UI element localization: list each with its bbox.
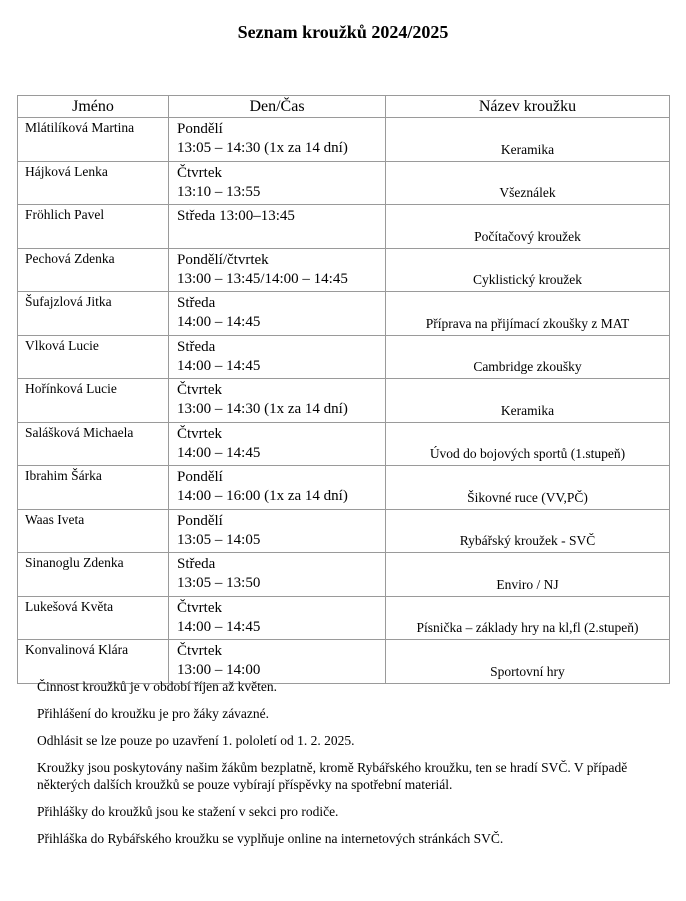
table-row [18, 292, 670, 336]
cell-club: Keramika [386, 118, 670, 162]
cell-time: 13:05 – 13:50 [177, 575, 261, 591]
table-row [18, 161, 670, 205]
cell-day-time [169, 335, 386, 379]
cell-club: Šikovné ruce (VV,PČ) [386, 466, 670, 510]
cell-time: 13:05 – 14:05 [177, 531, 261, 548]
cell-time: 13:00 – 14:30 (1x za 14 dní) [177, 401, 348, 417]
cell-day: Pondělí [177, 512, 223, 529]
cell-name: Salášková Michaela [18, 422, 169, 466]
header-club: Název kroužku [386, 96, 670, 118]
table-header-row [18, 96, 670, 118]
cell-time: 14:00 – 16:00 (1x za 14 dní) [177, 488, 348, 504]
table-row [18, 248, 670, 292]
cell-day-time [169, 118, 386, 162]
cell-name: Hořínková Lucie [18, 379, 169, 423]
header-name: Jméno [18, 96, 169, 118]
cell-day: Středa [177, 295, 216, 311]
cell-club: Sportovní hry [386, 640, 670, 684]
cell-club: Cyklistický kroužek [386, 248, 670, 292]
cell-time: 14:00 – 14:45 [177, 357, 261, 374]
cell-day: Čtvrtek [177, 643, 222, 659]
cell-day-time [169, 640, 386, 684]
cell-day-time [169, 509, 386, 553]
table-row [18, 596, 670, 640]
note: Přihlášky do kroužků jsou ke stažení v sekci pro rodiče. [37, 804, 339, 819]
cell-day-time [169, 248, 386, 292]
cell-name: Hájková Lenka [18, 161, 169, 205]
cell-time: 13:10 – 13:55 [177, 183, 261, 200]
cell-club: Úvod do bojových sportů (1.stupeň) [386, 422, 670, 466]
cell-time: 13:00 – 13:45/14:00 – 14:45 [177, 270, 348, 287]
table-row [18, 422, 670, 466]
cell-time: 14:00 – 14:45 [177, 618, 261, 635]
cell-time: 14:00 – 14:45 [177, 444, 261, 461]
cell-day-time [169, 379, 386, 423]
cell-day-time [169, 596, 386, 640]
note: Kroužky jsou poskytovány našim žákům bezplatně, kromě Rybářského kroužku, ten se hradí SVČ. V případě některých dalších kroužků se pouze vybírají příspěvky na spotřební materiál. [37, 760, 628, 792]
cell-time: 13:05 – 14:30 (1x za 14 dní) [177, 140, 348, 156]
cell-day: Středa 13:00–13:45 [177, 208, 295, 224]
note: Odhlásit se lze pouze po uzavření 1. pololetí od 1. 2. 2025. [37, 733, 355, 748]
table-row [18, 205, 670, 249]
note: Přihlášení do kroužku je pro žáky závazné. [37, 706, 270, 721]
table-row [18, 118, 670, 162]
cell-time: 14:00 – 14:45 [177, 314, 261, 330]
cell-day: Čtvrtek [177, 382, 222, 398]
table-row [18, 335, 670, 379]
cell-name: Šufajzlová Jitka [18, 292, 169, 336]
cell-day: Pondělí [177, 121, 223, 137]
cell-day: Pondělí [177, 469, 223, 485]
cell-day-time [169, 292, 386, 336]
cell-club: Příprava na přijímací zkoušky z MAT [386, 292, 670, 336]
cell-name: Mlátilíková Martina [18, 118, 169, 162]
cell-day-time [169, 161, 386, 205]
cell-name: Ibrahim Šárka [18, 466, 169, 510]
cell-club: Cambridge zkoušky [386, 335, 670, 379]
cell-club: Rybářský kroužek - SVČ [386, 509, 670, 553]
cell-day: Středa [177, 338, 216, 355]
page-title: Seznam kroužků 2024/2025 [237, 22, 449, 42]
table-row [18, 553, 670, 597]
cell-day-time [169, 466, 386, 510]
cell-name: Konvalinová Klára [18, 640, 169, 684]
cell-day-time [169, 205, 386, 249]
cell-name: Sinanoglu Zdenka [18, 553, 169, 597]
cell-name: Fröhlich Pavel [18, 205, 169, 249]
table-row [18, 466, 670, 510]
note: Činnost kroužků je v období říjen až květen. [37, 679, 277, 694]
cell-club: Písnička – základy hry na kl,fl (2.stupeň) [386, 596, 670, 640]
header-time: Den/Čas [169, 96, 386, 118]
cell-club: Počítačový kroužek [386, 205, 670, 249]
cell-name: Pechová Zdenka [18, 248, 169, 292]
cell-club: Keramika [386, 379, 670, 423]
cell-name: Vlková Lucie [18, 335, 169, 379]
cell-club: Všeználek [386, 161, 670, 205]
cell-day: Čtvrtek [177, 599, 222, 616]
cell-day-time [169, 553, 386, 597]
cell-day: Čtvrtek [177, 164, 222, 181]
cell-day: Středa [177, 556, 216, 572]
note: Přihláška do Rybářského kroužku se vyplňuje online na internetových stránkách SVČ. [37, 831, 504, 846]
table-row [18, 640, 670, 684]
cell-day: Čtvrtek [177, 425, 222, 442]
cell-day: Pondělí/čtvrtek [177, 251, 269, 268]
table-row [18, 379, 670, 423]
clubs-table [17, 95, 670, 684]
cell-name: Waas Iveta [18, 509, 169, 553]
notes [37, 678, 657, 857]
cell-time: 13:00 – 14:00 [177, 662, 261, 678]
cell-name: Lukešová Květa [18, 596, 169, 640]
table-row [18, 509, 670, 553]
cell-club: Enviro / NJ [386, 553, 670, 597]
cell-day-time [169, 422, 386, 466]
